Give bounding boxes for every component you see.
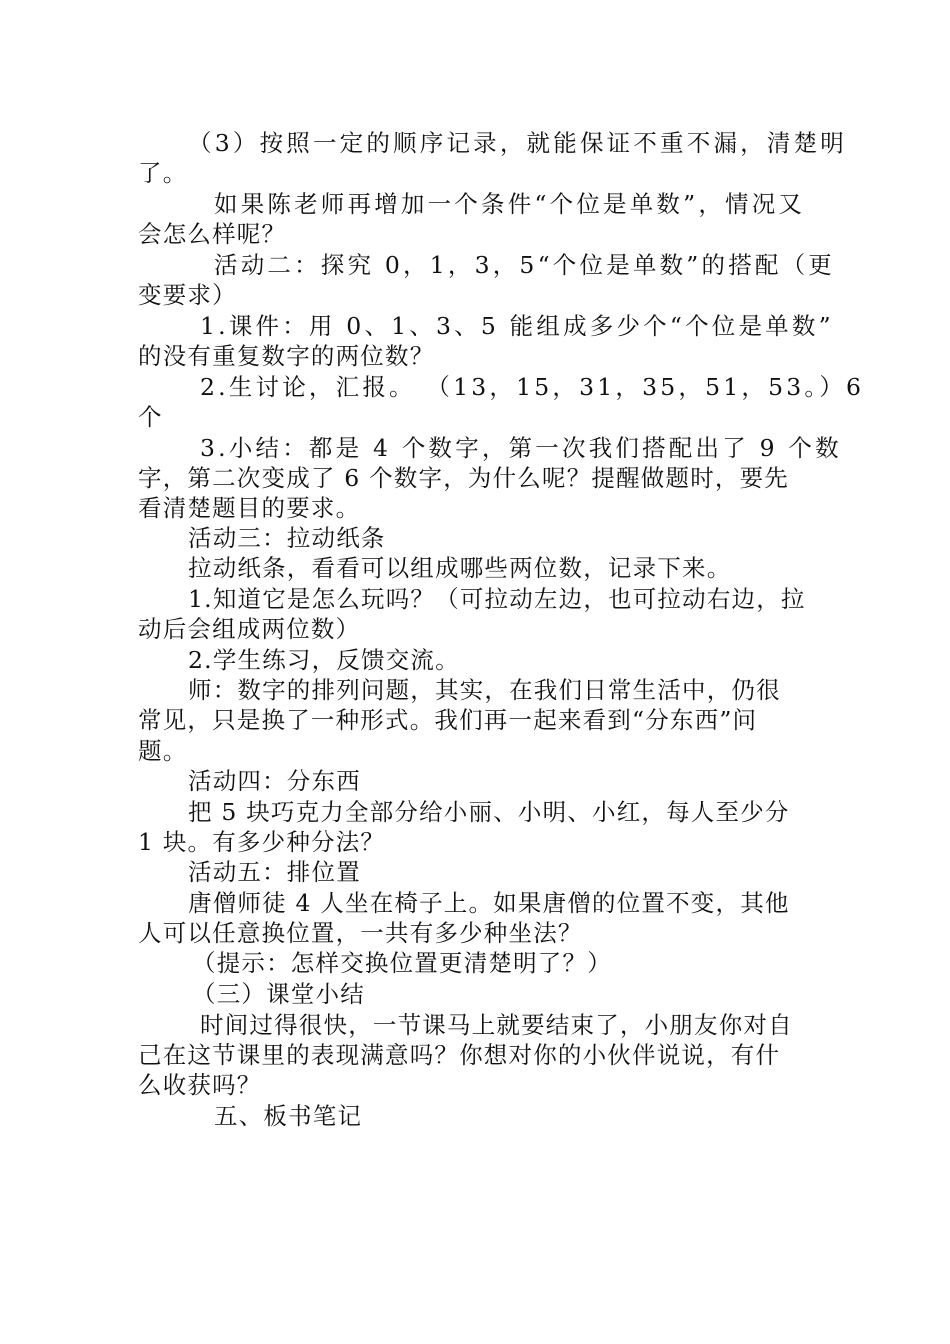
paragraph-line: 1.课件：用 0、1、3、5 能组成多少个“个位是单数” — [200, 312, 834, 340]
paragraph-line: 1.知道它是怎么玩吗？（可拉动左边，也可拉动右边，拉 — [188, 585, 806, 613]
paragraph-line: 个 — [138, 403, 163, 431]
paragraph-line: 变要求） — [138, 281, 237, 309]
paragraph-line: 活动二：探究 0，1，3，5“个位是单数”的搭配（更 — [214, 251, 836, 279]
paragraph-line: 唐僧师徒 4 人坐在椅子上。如果唐僧的位置不变，其他 — [188, 889, 790, 917]
paragraph-line: （三）课堂小结 — [192, 980, 365, 1008]
paragraph-line: 拉动纸条，看看可以组成哪些两位数，记录下来。 — [188, 554, 732, 582]
paragraph-line: 活动四：分东西 — [188, 767, 361, 795]
paragraph-line: 题。 — [138, 737, 188, 765]
paragraph-line: 活动五：排位置 — [188, 858, 361, 886]
paragraph-line: 人可以任意换位置，一共有多少种坐法？ — [138, 919, 583, 947]
paragraph-line: 的没有重复数字的两位数？ — [138, 342, 435, 370]
paragraph-line: 时间过得很快，一节课马上就要结束了，小朋友你对自 — [200, 1011, 793, 1039]
paragraph-line: （3）按照一定的顺序记录，就能保证不重不漏，清楚明 — [188, 129, 847, 157]
paragraph-line: 1 块。有多少种分法？ — [138, 828, 386, 856]
paragraph-line: 如果陈老师再增加一个条件“个位是单数”，情况又 — [214, 190, 806, 218]
paragraph-line: 3.小结：都是 4 个数字，第一次我们搭配出了 9 个数 — [200, 434, 842, 462]
paragraph-line: 把 5 块巧克力全部分给小丽、小明、小红，每人至少分 — [188, 798, 790, 826]
paragraph-line: 动后会组成两位数） — [138, 615, 361, 643]
paragraph-line: 看清楚题目的要求。 — [138, 494, 361, 522]
paragraph-line: 字，第二次变成了 6 个数字，为什么呢？提醒做题时，要先 — [138, 464, 789, 492]
paragraph-line: 了。 — [138, 159, 188, 187]
paragraph-line: （提示：怎样交换位置更清楚明了？） — [192, 949, 612, 977]
paragraph-line: 会怎么样呢？ — [138, 220, 287, 248]
paragraph-line: 2.生讨论，汇报。 （13，15，31，35，51，53。）6 — [200, 373, 865, 401]
paragraph-line: 师：数字的排列问题，其实，在我们日常生活中，仍很 — [188, 676, 781, 704]
paragraph-line: 么收获吗？ — [138, 1071, 262, 1099]
paragraph-line: 2.学生练习，反馈交流。 — [188, 646, 460, 674]
paragraph-line: 常见，只是换了一种形式。我们再一起来看到“分东西”问 — [138, 706, 758, 734]
section-heading: 五、板书笔记 — [214, 1102, 363, 1130]
paragraph-line: 己在这节课里的表现满意吗？你想对你的小伙伴说说，有什 — [138, 1041, 781, 1069]
paragraph-line: 活动三：拉动纸条 — [188, 524, 386, 552]
